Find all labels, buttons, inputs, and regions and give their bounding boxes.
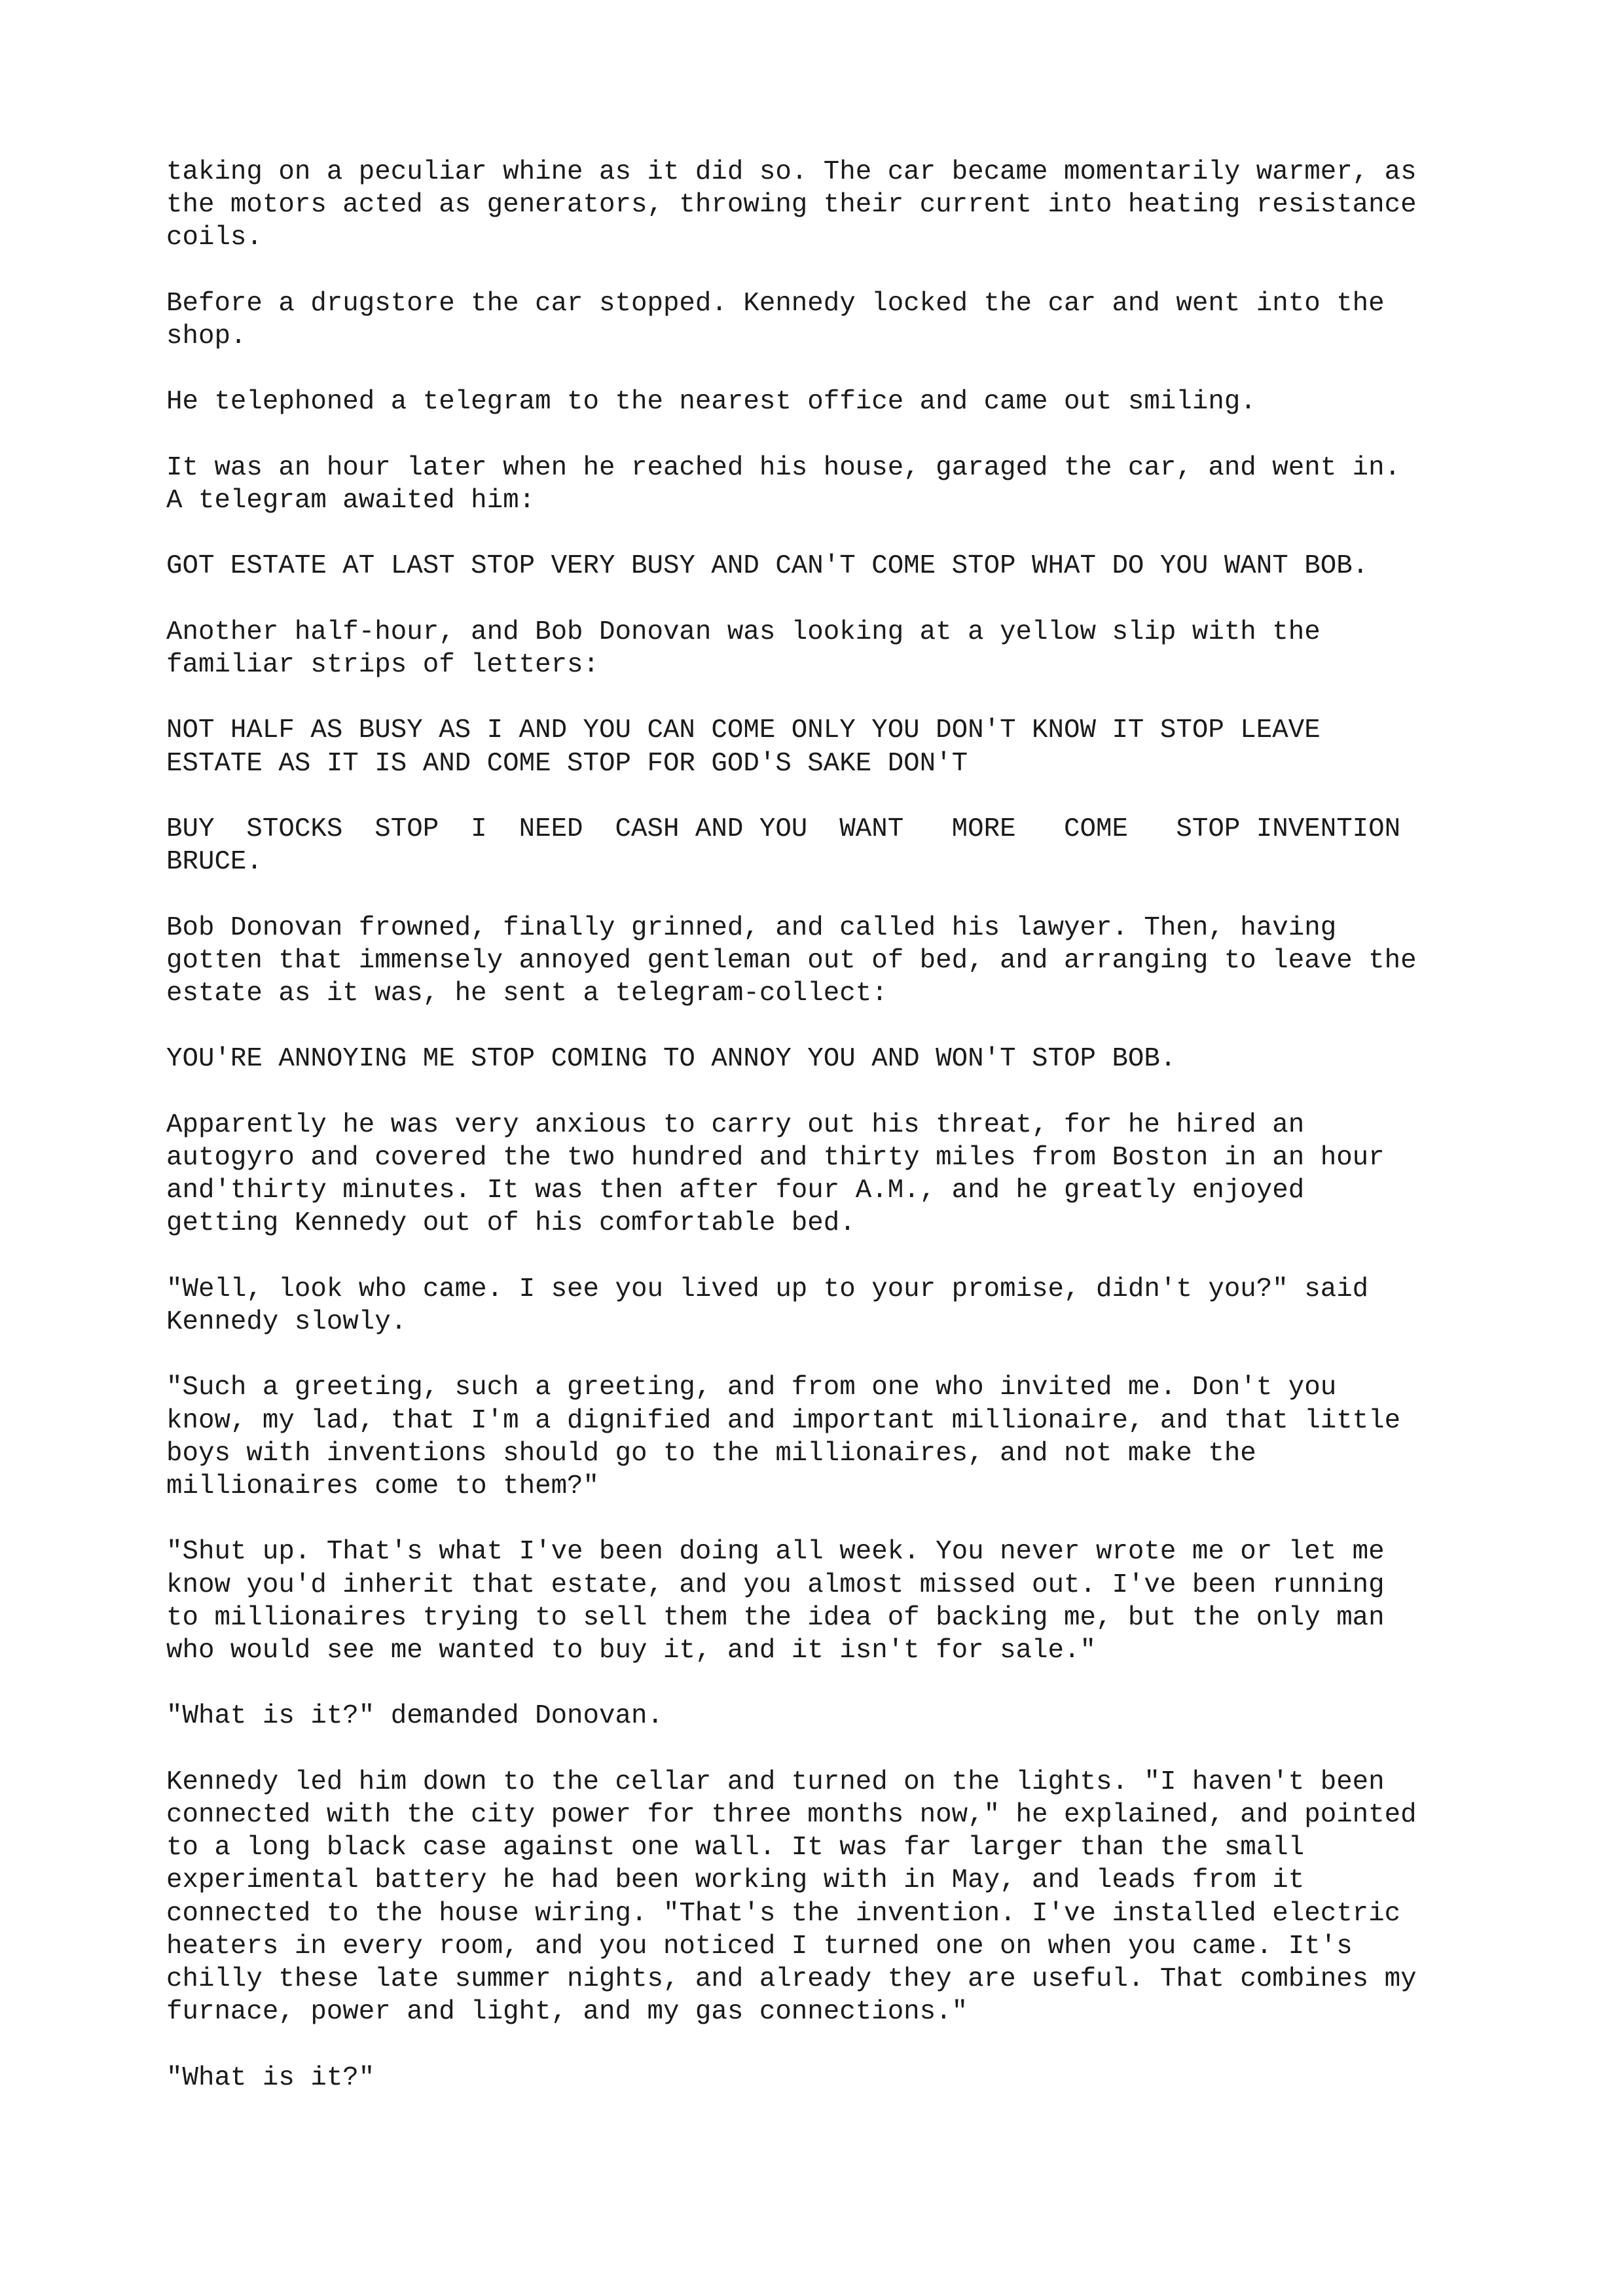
paragraph: Before a drugstore the car stopped. Kennedy locked the car and went into the shop. xyxy=(166,288,1385,351)
paragraph: It was an hour later when he reached his house, garaged the car, and went in. A telegram awaited him: xyxy=(166,452,1401,516)
paragraph: Bob Donovan frowned, finally grinned, and called his lawyer. Then, having gotten that immensely annoyed gentleman out of bed, and arranging to leave the estate as it was, he sent a telegram-collect: xyxy=(166,912,1417,1009)
paragraph: He telephoned a telegram to the nearest office and came out smiling. xyxy=(166,387,1256,418)
paragraph: taking on a peculiar whine as it did so. The car became momentarily warmer, as the motors acted as generators, throwing their current into heating resistance coils. xyxy=(166,157,1417,253)
paragraph: Kennedy led him down to the cellar and turned on the lights. "I haven't been connected with the city power for three months now," he explained, and pointed to a long black case against one wall. It was far larger than the small experimental battery he had been working with in May, and leads from it connected to the house wiring. "That's the invention. I've installed electric heaters in every room, and you noticed I turned one on when you came. It's chilly these late summer nights, and already they are useful. That combines my furnace, power and light, and my gas connections." xyxy=(166,1767,1417,2028)
telegram-text: NOT HALF AS BUSY AS I AND YOU CAN COME ONLY YOU DON'T KNOW IT STOP LEAVE ESTATE AS IT IS AND COME STOP FOR GOD'S SAKE DON'T xyxy=(166,715,1321,779)
paragraph: "Such a greeting, such a greeting, and from one who invited me. Don't you know, my lad, that I'm a dignified and important millionaire, and that little boys with inventions should go to the millionaires, and not make the millionaires come to them?" xyxy=(166,1372,1401,1501)
paragraph: "What is it?" demanded Donovan. xyxy=(166,1701,663,1732)
paragraph: "Well, look who came. I see you lived up to your promise, didn't you?" said Kennedy slowly. xyxy=(166,1274,1369,1337)
telegram-text: BUY STOCKS STOP I NEED CASH AND YOU WANT MORE COME STOP INVENTION BRUCE. xyxy=(166,814,1401,878)
telegram-text: YOU'RE ANNOYING ME STOP COMING TO ANNOY YOU AND WON'T STOP BOB. xyxy=(166,1044,1176,1075)
document-page xyxy=(166,156,1489,2127)
paragraph: "Shut up. That's what I've been doing all week. You never wrote me or let me know you'd inherit that estate, and you almost missed out. I've been running to millionaires trying to sell them the idea of backing me, but the only man who would see me wanted to buy it, and it isn't for sale." xyxy=(166,1537,1385,1666)
paragraph: Another half-hour, and Bob Donovan was looking at a yellow slip with the familiar strips of letters: xyxy=(166,617,1321,680)
paragraph: Apparently he was very anxious to carry out his threat, for he hired an autogyro and covered the two hundred and thirty miles from Boston in an hour and'thirty minutes. It was then after four A.M., and he greatly enjoyed getting Kennedy out of his comfortable bed. xyxy=(166,1109,1385,1239)
telegram-text: GOT ESTATE AT LAST STOP VERY BUSY AND CAN'T COME STOP WHAT DO YOU WANT BOB. xyxy=(166,551,1369,582)
paragraph: "What is it?" xyxy=(166,2062,375,2093)
